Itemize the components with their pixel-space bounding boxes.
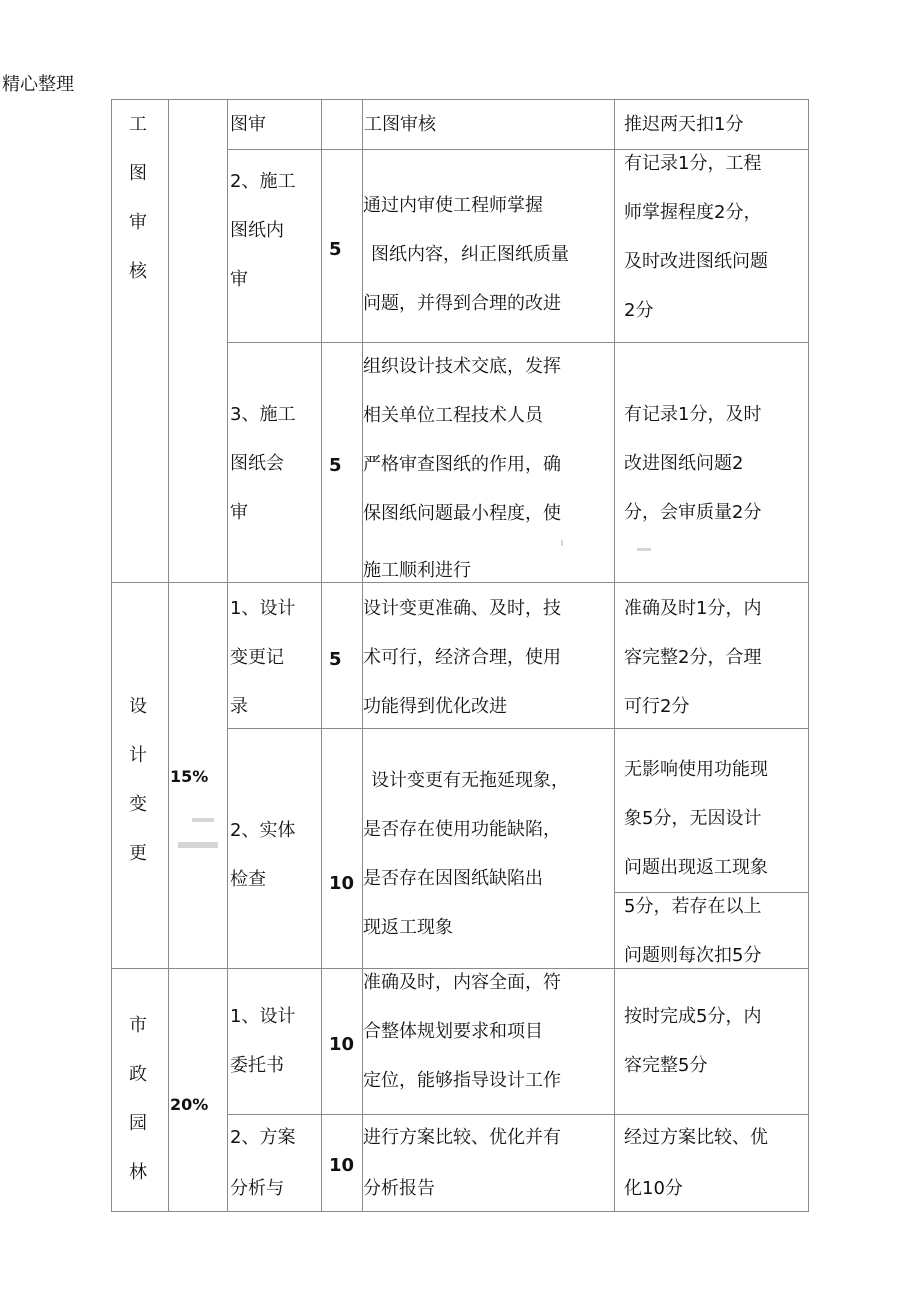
weight-cell: 20% [170, 1095, 209, 1114]
score-cell: 10 [329, 873, 355, 894]
category-label: 市政园林 [129, 1015, 147, 1183]
item-cell: 3、施工 图纸会 审 [230, 404, 296, 523]
item-cell: 1、设计 委托书 [230, 1006, 296, 1076]
table-border-left [111, 99, 112, 1212]
col-divider-score [321, 99, 322, 1212]
col-divider-criteria [614, 99, 615, 1212]
scan-speck [192, 818, 214, 822]
item-cell: 1、设计 变更记 录 [230, 598, 296, 717]
standard-cell: 设计变更有无拖延现象， 是否存在使用功能缺陷， 是否存在因图纸缺陷出 现返工现象 [363, 770, 569, 938]
col-divider-item [227, 99, 228, 1212]
score-cell: 5 [329, 239, 342, 260]
category-label: 设计变更 [129, 696, 147, 864]
criteria-cell: 推迟两天扣1分 [624, 114, 744, 135]
scan-speck [178, 842, 218, 848]
item-cell: 图审 [230, 114, 266, 135]
item-cell: 2、实体 检查 [230, 820, 296, 890]
criteria-cell: 无影响使用功能现 象5分，无因设计 问题出现返工现象 [624, 759, 768, 878]
standard-cell: 组织设计技术交底，发挥 相关单位工程技术人员 严格审查图纸的作用，确 保图纸问题最小程度，使 施工顺利进行 [363, 356, 561, 581]
criteria-cell: 准确及时1分，内 容完整2分，合理 可行2分 [624, 598, 762, 717]
category-label: 工图审核 [129, 114, 147, 282]
criteria-cell: 经过方案比较、优 化10分 [624, 1127, 768, 1199]
weight-cell: 15% [170, 767, 209, 786]
standard-cell: 进行方案比较、优化并有 分析报告 [363, 1127, 561, 1199]
criteria-cell: 有记录1分，工程 师掌握程度2分， 及时改进图纸问题 2分 [624, 153, 768, 321]
score-cell: 10 [329, 1155, 355, 1176]
scan-speck [561, 540, 563, 546]
criteria-cell: 有记录1分，及时 改进图纸问题2 分，会审质量2分 [624, 404, 762, 523]
score-cell: 10 [329, 1034, 355, 1055]
score-cell: 5 [329, 455, 342, 476]
criteria-cell-continued: 5分，若存在以上 问题则每次扣5分 [624, 896, 762, 966]
item-cell: 2、施工 图纸内 审 [230, 171, 296, 290]
item-cell: 2、方案 分析与 [230, 1127, 296, 1199]
table-border-right [808, 99, 809, 1212]
standard-cell: 通过内审使工程师掌握 图纸内容，纠正图纸质量 问题，并得到合理的改进 [363, 195, 569, 314]
col-divider-weight [168, 99, 169, 1212]
scan-speck [637, 548, 651, 551]
score-cell: 5 [329, 649, 342, 670]
standard-cell: 准确及时，内容全面，符 合整体规划要求和项目 定位，能够指导设计工作 [363, 972, 561, 1091]
standard-cell: 工图审核 [364, 114, 436, 135]
criteria-cell: 按时完成5分，内 容完整5分 [624, 1006, 762, 1076]
page-header: 精心整理 [2, 74, 74, 95]
standard-cell: 设计变更准确、及时，技 术可行，经济合理，使用 功能得到优化改进 [363, 598, 561, 717]
